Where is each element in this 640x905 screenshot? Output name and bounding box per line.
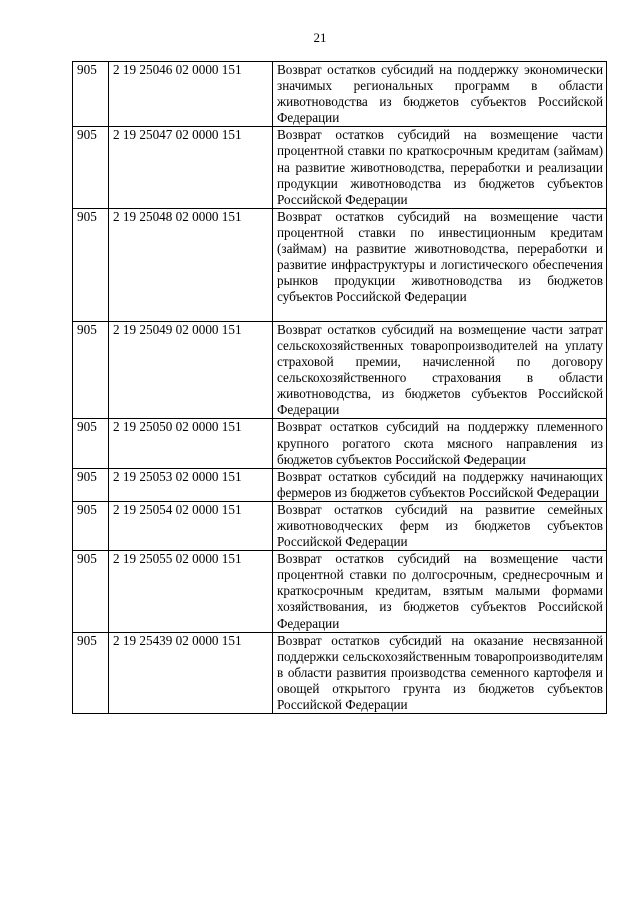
description-cell: Возврат остатков субсидий на оказание несвязанной поддержки сельскохозяйственным товаропроизводителям в области развития производства семенного картофеля и овощей открытого грунта из бюджетов субъектов Российской Федерации — [273, 632, 607, 713]
admin-code-cell: 905 — [73, 419, 109, 468]
budget-codes-table — [72, 61, 607, 714]
description-cell: Возврат остатков субсидий на поддержку племенного крупного рогатого скота мясного направления из бюджетов субъектов Российской Федерации — [273, 419, 607, 468]
table-row — [73, 551, 607, 632]
budget-code-cell: 2 19 25055 02 0000 151 — [109, 551, 273, 632]
description-cell: Возврат остатков субсидий на поддержку начинающих фермеров из бюджетов субъектов Российской Федерации — [273, 468, 607, 501]
description-cell: Возврат остатков субсидий на возмещение части затрат сельскохозяйственных товаропроизводителей на уплату страховой премии, начисленной по договору сельскохозяйственного страхования в области животноводства, из бюджетов субъектов Российской Федерации — [273, 321, 607, 419]
description-cell: Возврат остатков субсидий на поддержку экономически значимых региональных программ в области животноводства из бюджетов субъектов Российской Федерации — [273, 62, 607, 127]
admin-code-cell: 905 — [73, 632, 109, 713]
admin-code-cell: 905 — [73, 62, 109, 127]
table-row — [73, 62, 607, 127]
admin-code-cell: 905 — [73, 321, 109, 419]
table-row — [73, 419, 607, 468]
budget-code-cell: 2 19 25050 02 0000 151 — [109, 419, 273, 468]
admin-code-cell: 905 — [73, 468, 109, 501]
page-number: 21 — [313, 30, 327, 45]
admin-code-cell: 905 — [73, 127, 109, 208]
admin-code-cell: 905 — [73, 501, 109, 550]
table-row — [73, 468, 607, 501]
description-cell: Возврат остатков субсидий на развитие семейных животноводческих ферм из бюджетов субъектов Российской Федерации — [273, 501, 607, 550]
budget-code-cell: 2 19 25047 02 0000 151 — [109, 127, 273, 208]
description-cell: Возврат остатков субсидий на возмещение части процентной ставки по краткосрочным кредитам (займам) на развитие животноводства, переработки и реализации продукции животноводства из бюджетов субъектов Российской Федерации — [273, 127, 607, 208]
table-row — [73, 501, 607, 550]
table-row — [73, 208, 607, 321]
budget-code-cell: 2 19 25048 02 0000 151 — [109, 208, 273, 321]
admin-code-cell: 905 — [73, 208, 109, 321]
admin-code-cell: 905 — [73, 551, 109, 632]
budget-code-cell: 2 19 25054 02 0000 151 — [109, 501, 273, 550]
description-cell: Возврат остатков субсидий на возмещение части процентной ставки по инвестиционным кредитам (займам) на развитие животноводства, переработки и развитие инфраструктуры и логистического обеспечения рынков продукции животноводства из бюджетов субъектов Российской Федерации — [273, 208, 607, 321]
table-row — [73, 127, 607, 208]
table-row — [73, 321, 607, 419]
budget-code-cell: 2 19 25046 02 0000 151 — [109, 62, 273, 127]
budget-code-cell: 2 19 25049 02 0000 151 — [109, 321, 273, 419]
budget-code-cell: 2 19 25439 02 0000 151 — [109, 632, 273, 713]
budget-code-cell: 2 19 25053 02 0000 151 — [109, 468, 273, 501]
table-row — [73, 632, 607, 713]
description-cell: Возврат остатков субсидий на возмещение части процентной ставки по долгосрочным, среднесрочным и краткосрочным кредитам, взятым малыми формами хозяйствования, из бюджетов субъектов Российской Федерации — [273, 551, 607, 632]
